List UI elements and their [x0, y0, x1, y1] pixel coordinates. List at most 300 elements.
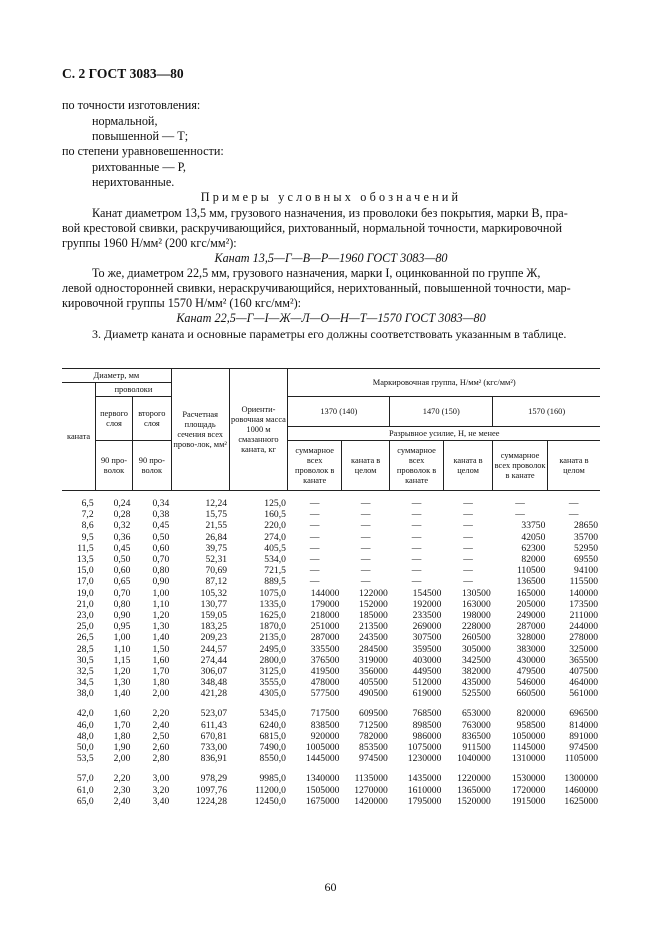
table-cell: 653000 — [461, 708, 491, 720]
clause-3: 3. Диаметр каната и основные параметры его должны соответствовать указанным в таблице. — [92, 327, 567, 341]
table-cell: 342500 — [461, 654, 491, 666]
table-cell: 233500 — [412, 609, 442, 621]
table-cell: 220,0 — [264, 520, 286, 532]
table-cell: 115500 — [569, 576, 598, 588]
table-row — [62, 499, 600, 510]
table-cell: 889,5 — [264, 576, 286, 588]
table-row — [62, 678, 600, 689]
table-cell: 1075000 — [407, 742, 442, 754]
table-row — [62, 510, 600, 521]
table-cell: 34,5 — [76, 677, 94, 689]
table-cell: 1,30 — [113, 677, 131, 689]
table-cell: 1915000 — [511, 795, 546, 807]
table-cell: 62300 — [521, 542, 546, 554]
table-cell: 11,5 — [77, 542, 94, 554]
table-cell: 159,05 — [200, 609, 228, 621]
table-cell: 198000 — [461, 609, 491, 621]
header-rope: каната — [62, 383, 96, 491]
header-group-1470: 1470 (150) — [390, 397, 493, 427]
table-cell: 2135,0 — [259, 632, 286, 644]
table-row — [62, 655, 600, 666]
table-cell: 435000 — [461, 677, 491, 689]
table-row — [62, 622, 600, 633]
table-cell: 306,07 — [200, 665, 228, 677]
table-cell: 958500 — [516, 719, 546, 731]
table-cell: — — [309, 576, 320, 588]
table-cell: 144000 — [310, 587, 340, 599]
table-cell: 183,25 — [200, 621, 228, 633]
table-cell: 0,45 — [152, 520, 170, 532]
table-cell: 105,32 — [200, 587, 228, 599]
table-cell: 1300000 — [564, 773, 598, 785]
table-cell: 1,80 — [152, 677, 170, 689]
table-cell: 1,10 — [113, 643, 131, 655]
table-cell: 3125,0 — [259, 665, 286, 677]
table-cell: 260500 — [461, 632, 491, 644]
table-cell: 287000 — [516, 621, 546, 633]
table-cell: — — [411, 509, 422, 521]
table-cell: 978,29 — [200, 773, 228, 785]
header-wire: проволоки — [96, 383, 172, 397]
table-cell: 211000 — [569, 609, 598, 621]
table-cell: 1075,0 — [259, 587, 286, 599]
table-cell: 405,5 — [264, 542, 286, 554]
table-cell: — — [411, 542, 422, 554]
table-cell: — — [411, 498, 422, 510]
table-cell: 763000 — [461, 719, 491, 731]
table-cell: 1135000 — [354, 773, 388, 785]
table-cell: — — [568, 509, 579, 521]
table-cell: 0,70 — [152, 554, 170, 566]
table-cell: 42,0 — [76, 708, 94, 720]
table-cell: 1,15 — [113, 654, 131, 666]
table-cell: 274,44 — [200, 654, 228, 666]
table-cell: 140000 — [569, 587, 598, 599]
table-cell: 2,50 — [152, 730, 170, 742]
table-cell: 218000 — [310, 609, 340, 621]
table-cell: 479500 — [516, 665, 546, 677]
table-cell: 274,0 — [264, 531, 286, 543]
table-cell: 110500 — [516, 565, 546, 577]
header-whole-1570: каната в целом — [547, 441, 600, 491]
table-cell: 278000 — [569, 632, 598, 644]
table-cell: 3,40 — [152, 795, 170, 807]
table-cell: 21,55 — [205, 520, 228, 532]
table-cell: 1520000 — [457, 795, 491, 807]
table-row — [62, 577, 600, 588]
table-cell: 419500 — [310, 665, 340, 677]
table-cell: 7490,0 — [259, 742, 286, 754]
rope-parameters-table — [62, 368, 600, 807]
table-row — [62, 633, 600, 644]
table-cell: 512000 — [412, 677, 442, 689]
table-cell: 1,00 — [113, 632, 131, 644]
table-cell: 464000 — [569, 677, 598, 689]
table-cell: 1505000 — [305, 784, 340, 796]
table-cell: 838500 — [310, 719, 340, 731]
table-cell: 1230000 — [407, 753, 442, 765]
example2-designation: Канат 22,5—Г—I—Ж—Л—О—Н—Т—1570 ГОСТ 3083—80 — [176, 311, 486, 325]
table-cell: 1445000 — [305, 753, 340, 765]
table-cell: 17,0 — [76, 576, 94, 588]
table-cell: 42050 — [521, 531, 546, 543]
table-cell: 130,77 — [200, 598, 228, 610]
table-row — [62, 532, 600, 543]
table-cell: 376500 — [310, 654, 340, 666]
table-cell: 2,00 — [152, 688, 170, 700]
table-cell: — — [360, 531, 371, 543]
table-cell: 32,5 — [76, 665, 94, 677]
table-cell: 0,80 — [152, 565, 170, 577]
table-cell: 1,00 — [152, 587, 170, 599]
table-cell: 383000 — [516, 643, 546, 655]
header-sum-1470: суммарное всех проволок в канате — [390, 441, 444, 491]
table-row — [62, 720, 600, 731]
header-group-1370: 1370 (140) — [288, 397, 390, 427]
table-cell: 154500 — [412, 587, 442, 599]
page-header: С. 2 ГОСТ 3083—80 — [62, 66, 184, 81]
table-cell: — — [309, 542, 320, 554]
table-cell: 619000 — [412, 688, 442, 700]
table-cell: — — [463, 509, 473, 521]
header-breaking-force: Разрывное усилие, Н, не менее — [288, 427, 600, 441]
table-cell: 1625000 — [564, 795, 598, 807]
table-cell: — — [360, 542, 371, 554]
table-cell: 1,60 — [113, 708, 131, 720]
table-cell: 523,07 — [200, 708, 228, 720]
table-cell: — — [568, 498, 579, 510]
table-cell: 152000 — [359, 598, 388, 610]
header-whole-1370: каната в целом — [341, 441, 389, 491]
table-cell: 490500 — [359, 688, 388, 700]
balance-item-not-straightened: нерихтованные. — [92, 175, 175, 189]
table-cell: 243500 — [359, 632, 388, 644]
table-cell: 359500 — [412, 643, 442, 655]
table-cell: 25,0 — [76, 621, 94, 633]
table-cell: — — [411, 565, 422, 577]
table-cell: 696500 — [569, 708, 598, 720]
table-row — [62, 742, 600, 753]
table-row — [62, 796, 600, 807]
table-row — [62, 554, 600, 565]
table-cell: 1,10 — [152, 598, 170, 610]
table-cell: 0,90 — [152, 576, 170, 588]
table-cell: 52950 — [574, 542, 598, 554]
table-cell: 1420000 — [354, 795, 388, 807]
table-cell: 814000 — [569, 719, 598, 731]
table-cell: 94100 — [574, 565, 598, 577]
balance-item-straightened: рихтованные — Р, — [92, 160, 186, 174]
table-cell: 0,60 — [152, 542, 170, 554]
header-second-layer: второго слоя — [132, 397, 171, 441]
table-cell: 12450,0 — [254, 795, 286, 807]
example2-line1: То же, диаметром 22,5 мм, грузового назначения, марки I, оцинкованной по группе Ж, — [92, 266, 541, 280]
table-cell: 6,5 — [81, 498, 94, 510]
table-cell: 546000 — [516, 677, 546, 689]
table-cell: 2,40 — [152, 719, 170, 731]
table-cell: 284500 — [359, 643, 388, 655]
table-cell: 82000 — [521, 554, 546, 566]
table-cell: 125,0 — [264, 498, 286, 510]
table-cell: 577500 — [310, 688, 340, 700]
table-cell: 1,40 — [152, 632, 170, 644]
table-cell: 173500 — [569, 598, 598, 610]
table-cell: 1,70 — [152, 665, 170, 677]
table-cell: — — [463, 554, 473, 566]
table-cell: 0,24 — [113, 498, 131, 510]
table-cell: 46,0 — [76, 719, 94, 731]
header-whole-1470: каната в целом — [443, 441, 492, 491]
table-row — [62, 644, 600, 655]
table-row — [62, 785, 600, 796]
table-cell: 2,30 — [113, 784, 131, 796]
table-cell: 179000 — [310, 598, 340, 610]
table-cell: 1720000 — [511, 784, 546, 796]
table-cell: — — [411, 576, 422, 588]
table-cell: 911500 — [462, 742, 491, 754]
table-cell: 26,84 — [205, 531, 228, 543]
table-cell: 0,50 — [152, 531, 170, 543]
table-cell: — — [309, 531, 320, 543]
accuracy-title: по точности изготовления: — [62, 98, 201, 112]
table-cell: 23,0 — [76, 609, 94, 621]
table-cell: 712500 — [359, 719, 388, 731]
table-cell: 26,5 — [76, 632, 94, 644]
table-cell: 2800,0 — [259, 654, 286, 666]
table-cell: — — [360, 520, 371, 532]
table-cell: 244000 — [569, 621, 598, 633]
table-row — [62, 599, 600, 610]
table-cell: 0,50 — [113, 554, 131, 566]
example1-line2: вой крестовой свивки, раскручивающийся, рихтованный, нормальной точности, маркировочной — [62, 221, 563, 235]
table-cell: 421,28 — [200, 688, 228, 700]
table-cell: 0,34 — [152, 498, 170, 510]
table-cell: 30,5 — [76, 654, 94, 666]
table-cell: 28,5 — [76, 643, 94, 655]
table-cell: 0,36 — [113, 531, 131, 543]
header-area: Расчетная площадь сечения всех прово-лок, мм² — [171, 369, 229, 491]
table-cell: 325000 — [569, 643, 598, 655]
table-cell: 165000 — [516, 587, 546, 599]
table-cell: 35700 — [574, 531, 598, 543]
table-cell: 2,20 — [113, 773, 131, 785]
table-cell: 160,5 — [264, 509, 286, 521]
table-cell: — — [463, 531, 473, 543]
table-cell: 8,6 — [81, 520, 94, 532]
table-cell: 0,80 — [113, 598, 131, 610]
table-cell: 0,70 — [113, 587, 131, 599]
table-cell: — — [360, 554, 371, 566]
accuracy-item-normal: нормальной, — [92, 114, 158, 128]
table-row — [62, 754, 600, 765]
table-cell: 382000 — [461, 665, 491, 677]
table-cell: 13,5 — [76, 554, 94, 566]
table-cell: 0,65 — [113, 576, 131, 588]
table-cell: 52,31 — [205, 554, 228, 566]
table-cell: 136500 — [516, 576, 546, 588]
table-cell: 1097,76 — [195, 784, 228, 796]
example1-line3: группы 1960 Н/мм² (200 кгс/мм²): — [62, 236, 237, 250]
header-sum-1370: суммарное всех проволок в канате — [288, 441, 342, 491]
table-cell: 405500 — [359, 677, 388, 689]
page-number: 60 — [324, 880, 337, 894]
table-cell: 974500 — [359, 753, 388, 765]
table-cell: 57,0 — [76, 773, 94, 785]
table-cell: 192000 — [412, 598, 442, 610]
table-cell: 287000 — [310, 632, 340, 644]
table-cell: 0,95 — [113, 621, 131, 633]
table-cell: 478000 — [310, 677, 340, 689]
table-cell: — — [360, 565, 371, 577]
table-cell: 611,43 — [201, 719, 228, 731]
table-cell: 986000 — [412, 730, 442, 742]
table-cell: 0,90 — [113, 609, 131, 621]
table-row — [62, 566, 600, 577]
table-cell: 561000 — [569, 688, 598, 700]
table-cell: 69550 — [574, 554, 598, 566]
table-cell: 609500 — [359, 708, 388, 720]
header-second-count: 90 про-волок — [132, 441, 171, 491]
table-row — [62, 666, 600, 677]
table-cell: — — [309, 498, 320, 510]
table-cell: 0,28 — [113, 509, 131, 521]
balance-title: по степени уравновешенности: — [62, 144, 224, 158]
table-cell: 1,70 — [113, 719, 131, 731]
table-cell: 898500 — [412, 719, 442, 731]
table-cell: — — [463, 576, 473, 588]
table-cell: 28650 — [574, 520, 598, 532]
table-cell: 0,32 — [113, 520, 131, 532]
table-cell: 525500 — [461, 688, 491, 700]
table-cell: 2,00 — [113, 753, 131, 765]
table-cell: 1224,28 — [195, 795, 228, 807]
table-cell: — — [360, 576, 371, 588]
table-cell: 307500 — [412, 632, 442, 644]
accuracy-item-high: повышенной — Т; — [92, 129, 189, 143]
table-cell: 974500 — [569, 742, 598, 754]
table-cell: 0,60 — [113, 565, 131, 577]
table-cell: 251000 — [310, 621, 340, 633]
example2-line2: левой односторонней свивки, нераскручивающийся, нерихтованный, повышенной точности, мар- — [62, 281, 571, 295]
table-cell: 305000 — [461, 643, 491, 655]
table-cell: — — [463, 498, 473, 510]
table-cell: 4305,0 — [259, 688, 286, 700]
table-cell: 348,48 — [200, 677, 228, 689]
table-cell: 891000 — [569, 730, 598, 742]
table-cell: 163000 — [461, 598, 491, 610]
table-cell: 228000 — [461, 621, 491, 633]
table-cell: 356000 — [359, 665, 388, 677]
table-cell: 717500 — [310, 708, 340, 720]
table-cell: 130500 — [461, 587, 491, 599]
header-first-count: 90 про-волок — [96, 441, 133, 491]
table-cell: 1335,0 — [259, 598, 286, 610]
table-cell: — — [411, 520, 422, 532]
table-cell: 48,0 — [76, 730, 94, 742]
table-cell: — — [411, 554, 422, 566]
table-cell: — — [309, 565, 320, 577]
table-cell: 0,38 — [152, 509, 170, 521]
table-row — [62, 731, 600, 742]
table-cell: 1145000 — [512, 742, 546, 754]
table-cell: 660500 — [516, 688, 546, 700]
table-cell: 836,91 — [200, 753, 228, 765]
table-cell: 1220000 — [457, 773, 491, 785]
table-cell: 782000 — [359, 730, 388, 742]
table-cell: 1435000 — [407, 773, 442, 785]
table-cell: 2,40 — [113, 795, 131, 807]
table-cell: 1675000 — [305, 795, 340, 807]
table-cell: 5345,0 — [259, 708, 286, 720]
table-cell: 1,80 — [113, 730, 131, 742]
table-cell: 9985,0 — [259, 773, 286, 785]
table-cell: 12,24 — [205, 498, 228, 510]
table-cell: 733,00 — [200, 742, 228, 754]
table-cell: — — [463, 565, 473, 577]
table-cell: 328000 — [516, 632, 546, 644]
table-cell: 209,23 — [200, 632, 228, 644]
table-cell: 6240,0 — [259, 719, 286, 731]
table-cell: 670,81 — [200, 730, 228, 742]
header-group-1570: 1570 (160) — [493, 397, 600, 427]
table-cell: 836500 — [461, 730, 491, 742]
table-cell: 3,00 — [152, 773, 170, 785]
table-cell: 449500 — [412, 665, 442, 677]
table-cell: 65,0 — [76, 795, 94, 807]
table-cell: 920000 — [310, 730, 340, 742]
table-cell: 1270000 — [354, 784, 388, 796]
table-row — [62, 543, 600, 554]
table-cell: 50,0 — [76, 742, 94, 754]
table-cell: 2,20 — [152, 708, 170, 720]
table-cell: 1,20 — [152, 609, 170, 621]
table-cell: 70,69 — [205, 565, 228, 577]
table-cell: 213500 — [359, 621, 388, 633]
table-cell: — — [309, 520, 320, 532]
table-cell: — — [360, 509, 371, 521]
table-cell: 1,20 — [113, 665, 131, 677]
table-row — [62, 588, 600, 599]
table-cell: 335500 — [310, 643, 340, 655]
table-cell: 3,20 — [152, 784, 170, 796]
table-cell: 21,0 — [76, 598, 94, 610]
table-cell: 1,60 — [152, 654, 170, 666]
table-body — [62, 491, 600, 808]
table-cell: 122000 — [359, 587, 388, 599]
table-cell: 1365000 — [457, 784, 491, 796]
table-cell: 1610000 — [407, 784, 442, 796]
table-cell: 534,0 — [264, 554, 286, 566]
table-cell: 820000 — [516, 708, 546, 720]
table-cell: 430000 — [516, 654, 546, 666]
table-cell: — — [411, 531, 422, 543]
table-cell: 1625,0 — [259, 609, 286, 621]
table-cell: 1870,0 — [259, 621, 286, 633]
table-row — [62, 521, 600, 532]
example1-line1: Канат диаметром 13,5 мм, грузового назначения, из проволоки без покрытия, марки В, пра- — [92, 206, 568, 220]
table-cell: 1005000 — [305, 742, 340, 754]
examples-title: Примеры условных обозначений — [200, 190, 462, 204]
table-cell: 403000 — [412, 654, 442, 666]
table-cell: 1040000 — [457, 753, 491, 765]
table-cell: — — [309, 554, 320, 566]
table-cell: 2,80 — [152, 753, 170, 765]
table-cell: 249000 — [516, 609, 546, 621]
table-cell: 1795000 — [407, 795, 442, 807]
table-cell: 1,30 — [152, 621, 170, 633]
header-marking-group: Маркировочная группа, Н/мм² (кгс/мм²) — [288, 369, 600, 397]
table-cell: 1530000 — [511, 773, 546, 785]
